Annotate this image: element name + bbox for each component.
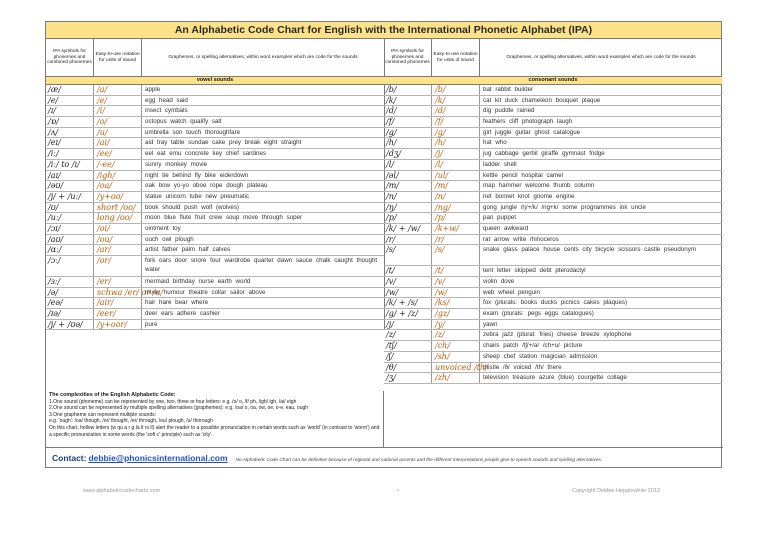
phoneme-row — [384, 224, 722, 235]
grapheme-examples: web wheel penguin — [483, 288, 540, 296]
phoneme-row — [384, 160, 722, 171]
grapheme-examples: zebra jazz (plural: fries) cheese breeze xylophone — [483, 331, 632, 339]
phoneme-row — [46, 277, 384, 288]
ipa-symbol: /eə/ — [46, 298, 94, 308]
sound-notation: /h/ — [432, 138, 480, 148]
phoneme-row — [46, 245, 384, 256]
grapheme-examples: pan puppet — [483, 214, 516, 222]
grapheme-examples: night tie behind fly bike eiderdown — [145, 171, 249, 179]
ipa-symbol: /j/ + /uː/ — [46, 192, 94, 202]
grapheme-examples: artist father palm half calves — [145, 246, 231, 254]
phoneme-row — [46, 298, 384, 309]
ipa-symbol: /z/ — [384, 330, 432, 340]
sound-notation: /or/ — [94, 256, 142, 276]
ipa-symbol: /r/ — [384, 235, 432, 245]
grapheme-examples: ladder shell — [483, 160, 517, 168]
sound-notation: /l/ — [432, 160, 480, 170]
sound-notation: /g/ — [432, 128, 480, 138]
ipa-symbol: /p/ — [384, 213, 432, 223]
ipa-symbol: /ɔɪ/ — [46, 224, 94, 234]
grapheme-examples: television treasure azure (blue) courgette collage — [483, 374, 627, 382]
grapheme-examples: book should push wolf (wolves) — [145, 203, 239, 211]
complexities-notes — [46, 391, 384, 447]
contact-label: Contact: — [52, 453, 87, 463]
contact-bar — [46, 447, 723, 468]
grapheme-examples: gong jungle /ŋ/+/k/ /ng+k/ some programmes ink uncle — [483, 203, 646, 211]
ipa-symbol: /k/ — [384, 96, 432, 106]
sound-notation: /oa/ — [94, 181, 142, 191]
sound-notation: /y+oor/ — [94, 320, 142, 330]
sound-notation: /zh/ — [432, 373, 480, 383]
phoneme-row — [384, 117, 722, 128]
grapheme-examples: hair hare bear where — [145, 299, 209, 307]
ipa-symbol: /iː/ — [46, 149, 94, 159]
notation-header: Easy-to-use notation for units of sound — [94, 39, 142, 76]
sound-notation: /w/ — [432, 288, 480, 298]
sound-notation: /u/ — [94, 128, 142, 138]
sound-notation: short /oo/ — [94, 203, 142, 213]
grapheme-examples: rat arrow write rhinoceros — [483, 235, 559, 243]
sound-notation: schwa /er/ or /u/ — [94, 288, 142, 298]
phoneme-row — [384, 149, 722, 160]
ipa-symbol: /aɪ/ — [46, 171, 94, 181]
note-line: e.g. 'ough': /oa/ though, /or/ thought, /er/ through, /ou/ plough, /u/ thorough — [49, 418, 213, 425]
grapheme-examples: cat kit duck chameleon bouquet plaque — [483, 96, 601, 104]
phoneme-row — [46, 138, 384, 149]
sound-notation: /j/ — [432, 149, 480, 159]
sound-notation: /i/ — [94, 106, 142, 116]
ipa-symbol: /θ/ — [384, 363, 432, 373]
vowel-rows — [46, 85, 384, 330]
ipa-symbol: /tʃ/ — [384, 341, 432, 351]
ipa-symbol: /f/ — [384, 117, 432, 127]
note-line: 1.One sound (phoneme) can be represented by one, two, three or four letters: e.g. /o/ o, /f/ ph, /igh/ igh, /ai/ eigh — [49, 398, 297, 405]
grapheme-examples: statue unicorn tube new pneumatic — [145, 192, 249, 200]
sound-notation: /gz/ — [432, 309, 480, 319]
phoneme-row — [46, 128, 384, 139]
grapheme-examples: moon blue flute fruit crew soup move through super — [145, 214, 303, 222]
phoneme-row — [384, 341, 722, 352]
phoneme-row — [46, 309, 384, 320]
phoneme-row — [46, 181, 384, 192]
note-line: On this chart, hollow letters (w qu a r g la lt rs ll) alert the reader to a possible pronunciation in certain words such as 'world' (in contrast to 'worm') and a specific pronunciation in some words (the 'soft c' principle) such as 'city'. — [49, 424, 380, 438]
grapheme-examples: girl juggle guitar ghost catalogue — [483, 128, 581, 136]
sound-notation: /e/ — [94, 96, 142, 106]
grapheme-examples: jug cabbage gerbil giraffe gymnast fridge — [483, 150, 605, 158]
examples-header: Graphemes, or spelling alternatives, within word examples which are code for the sounds — [168, 54, 358, 60]
phoneme-row — [46, 85, 384, 96]
phoneme-row — [46, 106, 384, 117]
ipa-symbol: /ʌ/ — [46, 128, 94, 138]
sound-notation: /m/ — [432, 181, 480, 191]
grapheme-examples: thistle /ð/ voiced /th/ there — [483, 363, 562, 371]
website-footer[interactable]: www.alphabeticcodecharts.com — [83, 488, 161, 494]
sound-notation: /f/ — [432, 117, 480, 127]
footer-dot: • — [397, 488, 399, 494]
phoneme-row — [384, 363, 722, 374]
grapheme-examples: pure — [145, 320, 158, 328]
code-chart-sheet — [45, 21, 722, 468]
phoneme-row — [384, 106, 722, 117]
copyright-footer: Copyright Debbie Hepplewhite 2013 — [572, 488, 661, 494]
ipa-symbol: /ɪ/ — [46, 106, 94, 116]
grapheme-examples: aid tray table sundae cake prey break eight straight — [145, 139, 302, 147]
ipa-symbol: /s/ — [384, 245, 432, 265]
phoneme-row — [384, 288, 722, 299]
vowel-header — [46, 39, 384, 77]
phoneme-row — [46, 320, 384, 331]
sound-notation: /s/ — [432, 245, 480, 265]
sound-notation: /k/ — [432, 96, 480, 106]
ipa-symbol: /l/ — [384, 160, 432, 170]
ipa-symbol: /ɔː/ — [46, 256, 94, 276]
ipa-symbol: /e/ — [46, 96, 94, 106]
phoneme-row — [384, 203, 722, 214]
grapheme-examples: oak bow yo-yo oboe rope dough plateau — [145, 182, 268, 190]
phoneme-row — [384, 245, 722, 266]
grapheme-examples: kettle pencil hospital camel — [483, 171, 563, 179]
ipa-symbol: /d/ — [384, 106, 432, 116]
ipa-symbol: /v/ — [384, 277, 432, 287]
grapheme-examples: insect cymbals — [145, 107, 188, 115]
phoneme-row — [384, 298, 722, 309]
consonant-panel — [384, 39, 722, 384]
ipa-symbol: /ɑː/ — [46, 245, 94, 255]
ipa-symbol: /dʒ/ — [384, 149, 432, 159]
phoneme-row — [46, 256, 384, 277]
grapheme-examples: exam (plurals: pegs eggs catalogues) — [483, 310, 594, 318]
phoneme-row — [46, 149, 384, 160]
grapheme-examples: sheep chef station magician admission — [483, 352, 598, 360]
examples-header: Graphemes, or spelling alternatives, within word examples which are code for the sounds — [506, 54, 696, 60]
phoneme-row — [384, 277, 722, 288]
ipa-symbol: /əl/ — [384, 171, 432, 181]
phoneme-row — [46, 160, 384, 171]
ipa-symbol: /ɜː/ — [46, 277, 94, 287]
grapheme-examples: snake glass palace house cents city bicycle scissors castle pseudonym — [483, 246, 696, 254]
contact-email-link[interactable]: debbie@phonicsinternational.com — [88, 453, 228, 463]
phoneme-row — [46, 203, 384, 214]
grapheme-examples: mixer humour theatre collar sailor above — [145, 288, 266, 296]
phoneme-row — [46, 96, 384, 107]
grapheme-examples: mermaid birthday nurse earth world — [145, 278, 251, 285]
grapheme-examples: sunny monkey movie — [145, 160, 208, 168]
ipa-symbol: /k/ + /s/ — [384, 298, 432, 308]
phoneme-row — [46, 213, 384, 224]
phoneme-row — [384, 213, 722, 224]
ipa-symbol: /h/ — [384, 138, 432, 148]
note-line: 3.One grapheme can represent multiple sounds: — [49, 411, 157, 418]
ipa-symbol: /aʊ/ — [46, 235, 94, 245]
grapheme-examples: octopus watch qualify salt — [145, 118, 222, 126]
phoneme-row — [46, 117, 384, 128]
consonant-header — [384, 39, 722, 77]
sound-notation: /ng/ — [432, 203, 480, 213]
ipa-symbol: /ə/ — [46, 288, 94, 298]
vowel-band: vowel sounds — [46, 77, 384, 85]
grapheme-examples: umbrella son touch thoroughfare — [145, 128, 241, 136]
grapheme-examples: hat who — [483, 139, 507, 147]
grapheme-examples: apple — [145, 86, 161, 93]
grapheme-examples: net bonnet knot gnome engine — [483, 192, 575, 200]
phoneme-row — [46, 192, 384, 203]
note-line: 2.One sound can be represented by multiple spelling alternatives (graphemes): e.g. /oa/ o, oa, ow, oe, o-e, eau, ough — [49, 405, 309, 412]
phoneme-row — [384, 235, 722, 246]
ipa-symbol: /g/ — [384, 128, 432, 138]
grapheme-examples: feathers cliff photograph laugh — [483, 118, 573, 126]
ipa-header: IPA symbols for phonemes and combined phonemes — [384, 39, 432, 76]
phoneme-row — [46, 171, 384, 182]
ipa-symbol: /uː/ — [46, 213, 94, 223]
sound-notation: /oi/ — [94, 224, 142, 234]
consonant-band: consonant sounds — [384, 77, 722, 85]
ipa-symbol: /b/ — [384, 85, 432, 95]
ipa-symbol: /ŋ/ — [384, 203, 432, 213]
sound-notation: /ee/ — [94, 149, 142, 159]
consonant-rows — [384, 85, 722, 384]
sound-notation: /v/ — [432, 277, 480, 287]
ipa-symbol: /t/ — [384, 266, 432, 276]
sound-notation: long /oo/ — [94, 213, 142, 223]
sound-notation: /ks/ — [432, 298, 480, 308]
ipa-symbol: /ɒ/ — [46, 117, 94, 127]
phoneme-row — [384, 192, 722, 203]
ipa-symbol: /w/ — [384, 288, 432, 298]
ipa-symbol: /ʊ/ — [46, 203, 94, 213]
grapheme-examples: fox (plurals: books ducks picnics cakes plaques) — [483, 299, 628, 307]
phoneme-row — [384, 181, 722, 192]
sound-notation: /a/ — [94, 85, 142, 95]
grapheme-examples: map hammer welcome thumb column — [483, 182, 595, 190]
sound-notation: /o/ — [94, 117, 142, 127]
sound-notation: /ch/ — [432, 341, 480, 351]
chart-title: An Alphabetic Code Chart for English with the International Phonetic Alphabet (IPA) — [46, 22, 721, 39]
sound-notation: /sh/ — [432, 352, 480, 362]
sound-notation: unvoiced /th/ — [432, 363, 480, 373]
sound-notation: /k+w/ — [432, 224, 480, 234]
ipa-symbol: /n/ — [384, 192, 432, 202]
grapheme-examples: yawn — [483, 320, 498, 328]
phoneme-row — [384, 352, 722, 363]
ipa-symbol: /g/ + /z/ — [384, 309, 432, 319]
sound-notation: /p/ — [432, 213, 480, 223]
sound-notation: /ar/ — [94, 245, 142, 255]
ipa-header: IPA symbols for phonemes and combined phonemes — [46, 39, 94, 76]
ipa-symbol: /ʒ/ — [384, 373, 432, 383]
ipa-symbol: /k/ + /w/ — [384, 224, 432, 234]
sound-notation: /t/ — [432, 266, 480, 276]
phoneme-row — [384, 309, 722, 320]
grapheme-examples: chairs patch /tʃ/+/ə/ /ch+u/ picture — [483, 342, 583, 350]
sound-notation: /ul/ — [432, 171, 480, 181]
phoneme-row — [384, 266, 722, 277]
phoneme-row — [384, 85, 722, 96]
grapheme-examples: violin dove — [483, 278, 515, 285]
disclaimer: No Alphabetic Code Chart can be definitive because of regional and national accents and the different interpretations people give to speech sounds and spelling alternatives. — [235, 458, 603, 463]
ipa-symbol: /j/ — [384, 320, 432, 330]
phoneme-row — [384, 138, 722, 149]
grapheme-examples: bat rabbit builder — [483, 86, 534, 93]
phoneme-row — [384, 320, 722, 331]
sound-notation: /ou/ — [94, 235, 142, 245]
sound-notation: /eer/ — [94, 309, 142, 319]
ipa-symbol: /j/ + /ʊə/ — [46, 320, 94, 330]
grapheme-examples: egg head said — [145, 96, 188, 104]
ipa-symbol: /m/ — [384, 181, 432, 191]
ipa-symbol: /əʊ/ — [46, 181, 94, 191]
sound-notation: /y+oo/ — [94, 192, 142, 202]
ipa-symbol: /ʃ/ — [384, 352, 432, 362]
ipa-symbol: /eɪ/ — [46, 138, 94, 148]
phoneme-row — [384, 330, 722, 341]
ipa-symbol: /æ/ — [46, 85, 94, 95]
sound-notation: /ai/ — [94, 138, 142, 148]
grapheme-examples: ouch owl plough — [145, 235, 194, 243]
sound-notation: /er/ — [94, 277, 142, 287]
grapheme-examples: dig puddle rained — [483, 107, 535, 115]
sound-notation: /b/ — [432, 85, 480, 95]
grapheme-examples: fork oars door snore four wardrobe quarter dawn sauce chalk caught thought water — [145, 257, 378, 273]
sound-notation: /r/ — [432, 235, 480, 245]
phoneme-row — [46, 288, 384, 299]
vowel-panel — [46, 39, 385, 330]
phoneme-row — [384, 128, 722, 139]
sound-notation: /y/ — [432, 320, 480, 330]
sound-notation: /air/ — [94, 298, 142, 308]
phoneme-row — [384, 373, 722, 384]
sound-notation: /z/ — [432, 330, 480, 340]
ipa-symbol: /ɪə/ — [46, 309, 94, 319]
ipa-symbol: /iː/ to /ɪ/ — [46, 160, 94, 170]
sound-notation: /-ee/ — [94, 160, 142, 170]
notes-heading: The complexities of the English Alphabetic Code: — [49, 392, 176, 398]
phoneme-row — [384, 171, 722, 182]
phoneme-row — [46, 224, 384, 235]
sound-notation: /d/ — [432, 106, 480, 116]
grapheme-examples: eel eat emu concrete key chief sardines — [145, 150, 267, 158]
sound-notation: /igh/ — [94, 171, 142, 181]
grapheme-examples: ointment toy — [145, 224, 181, 232]
notation-header: Easy-to-use notation for units of sound — [432, 39, 480, 76]
grapheme-examples: queen awkward — [483, 224, 529, 232]
grapheme-examples: tent letter skipped debt pterodactyl — [483, 267, 586, 275]
phoneme-row — [384, 96, 722, 107]
phoneme-row — [46, 235, 384, 246]
grapheme-examples: deer ears adhere cashier — [145, 310, 220, 318]
sound-notation: /n/ — [432, 192, 480, 202]
